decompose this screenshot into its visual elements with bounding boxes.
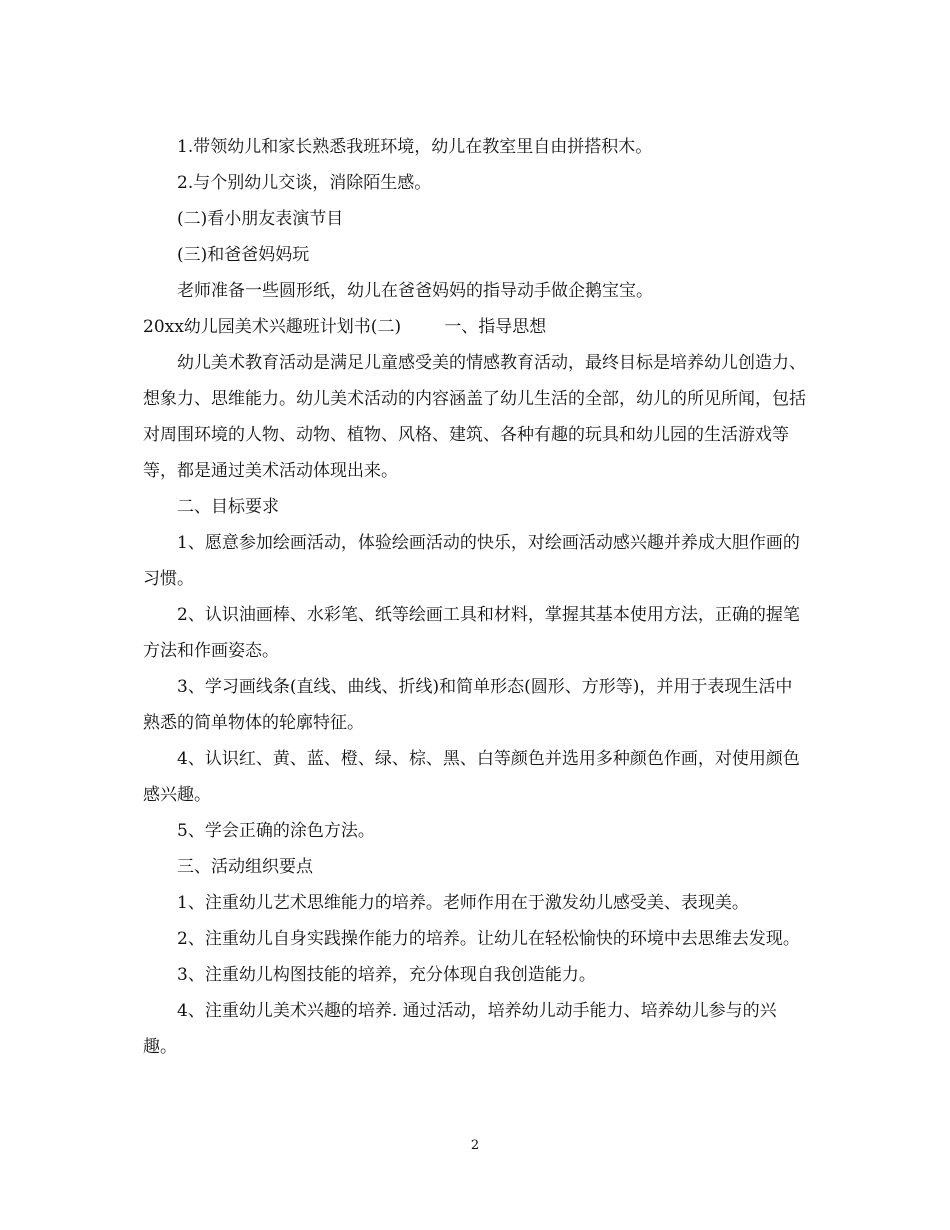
paragraph: 幼儿美术教育活动是满足儿童感受美的情感教育活动，最终目标是培养幼儿创造力、想象力、思维能力。幼儿美术活动的内容涵盖了幼儿生活的全部，幼儿的所见所闻，包括对周围环境的人物、动物、植物、风格、建筑、各种有趣的玩具和幼儿园的生活游戏等等，都是通过美术活动体现出来。 <box>143 353 806 481</box>
paragraph: 2、认识油画棒、水彩笔、纸等绘画工具和材料，掌握其基本使用方法，正确的握笔方法和作画姿态。 <box>143 605 800 661</box>
paragraph: 4、注重幼儿美术兴趣的培养. 通过活动，培养幼儿动手能力、培养幼儿参与的兴趣。 <box>143 1001 777 1057</box>
page-number: 2 <box>470 1138 480 1153</box>
paragraph: 1、注重幼儿艺术思维能力的培养。老师作用在于激发幼儿感受美、表现美。 <box>177 893 749 913</box>
paragraph: 3、注重幼儿构图技能的培养，充分体现自我创造能力。 <box>177 965 596 985</box>
paragraph: 老师准备一些圆形纸，幼儿在爸爸妈妈的指导动手做企鹅宝宝。 <box>177 281 653 301</box>
paragraph: (二)看小朋友表演节目 <box>177 209 344 229</box>
document-title: 20xx幼儿园美术兴趣班计划书(二) <box>143 317 402 337</box>
document-title-row <box>143 309 808 345</box>
section-heading: 三、活动组织要点 <box>177 857 313 877</box>
paragraph: 1、愿意参加绘画活动，体验绘画活动的快乐，对绘画活动感兴趣并养成大胆作画的习惯。 <box>143 533 800 589</box>
paragraph: 5、学会正确的涂色方法。 <box>177 821 375 841</box>
section-heading: 二、目标要求 <box>177 497 279 517</box>
paragraph: 3、学习画线条(直线、曲线、折线)和简单形态(圆形、方形等)，并用于表现生活中熟悉的简单物体的轮廓特征。 <box>143 677 793 733</box>
paragraph: 2、注重幼儿自身实践操作能力的培养。让幼儿在轻松愉快的环境中去思维去发现。 <box>177 929 800 949</box>
paragraph: (三)和爸爸妈妈玩 <box>177 245 310 265</box>
document-body <box>143 129 808 1065</box>
section-heading: 一、指导思想 <box>444 317 547 337</box>
paragraph: 2.与个别幼儿交谈，消除陌生感。 <box>177 173 432 193</box>
paragraph: 1.带领幼儿和家长熟悉我班环境，幼儿在教室里自由拼搭积木。 <box>177 137 653 157</box>
paragraph: 4、认识红、黄、蓝、橙、绿、棕、黑、白等颜色并选用多种颜色作画，对使用颜色感兴趣。 <box>143 749 800 805</box>
